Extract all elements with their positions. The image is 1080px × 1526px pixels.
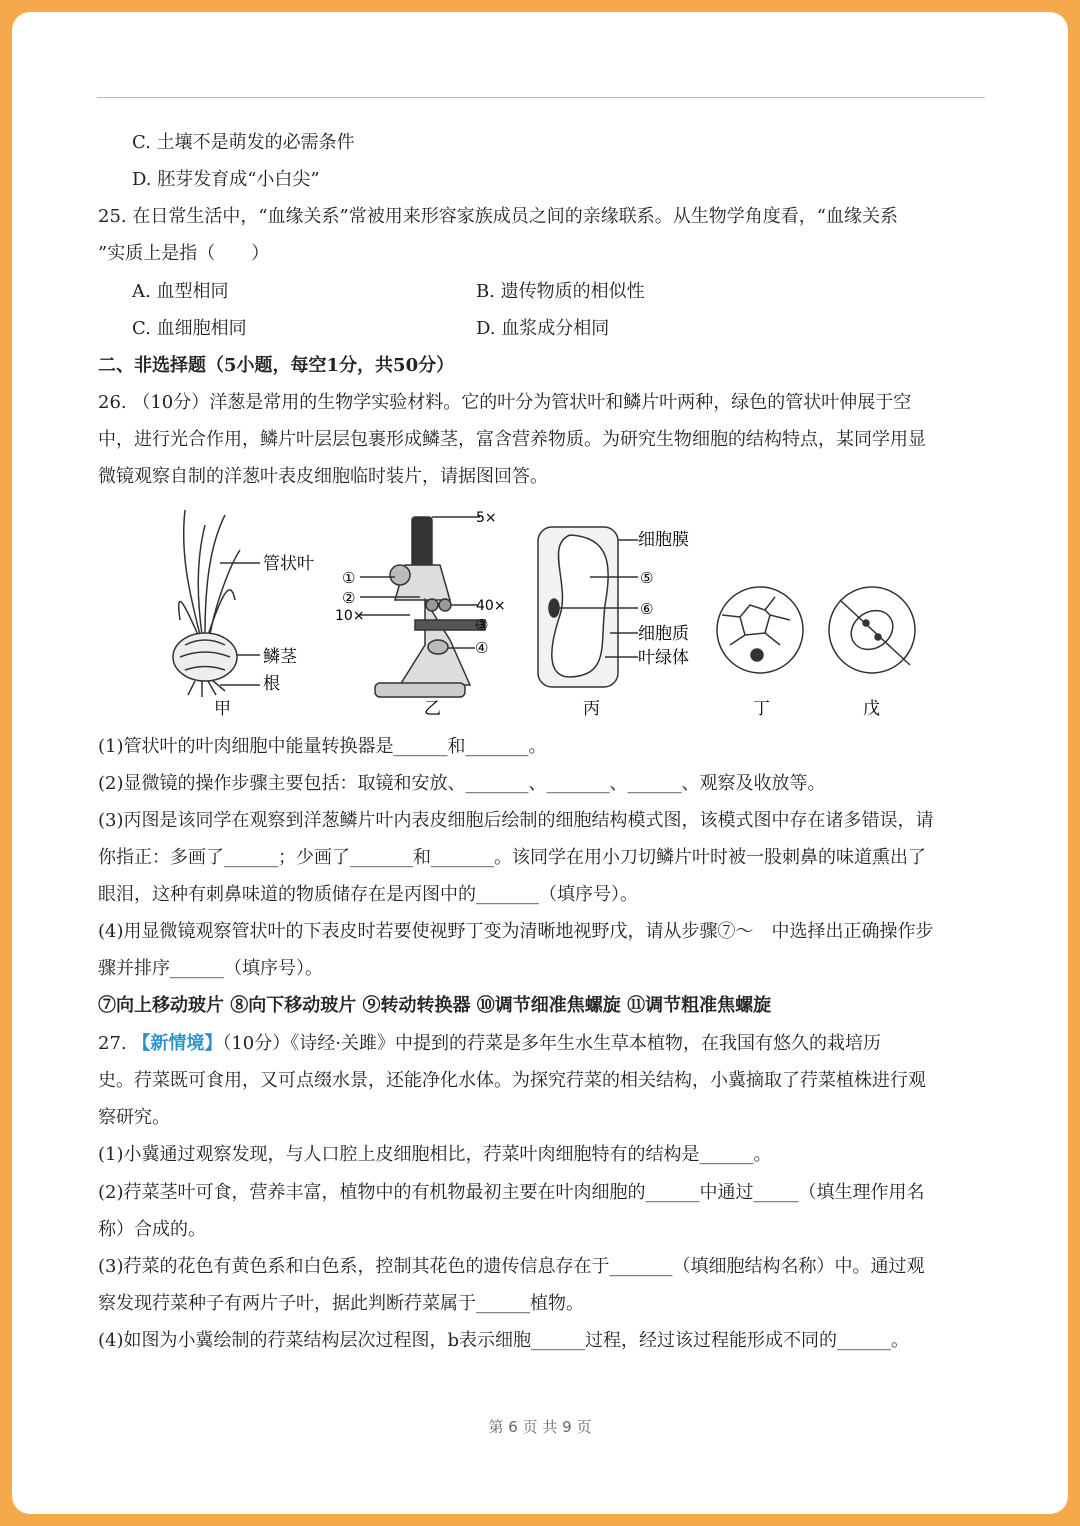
caption-ding: 丁 bbox=[753, 699, 770, 719]
caption-wu: 戊 bbox=[863, 699, 880, 719]
section-2-heading: 二、非选择题（5小题，每空1分，共50分） bbox=[98, 355, 455, 376]
q26-part3-line1: (3)丙图是该同学在观察到洋葱鳞片叶内表皮细胞后绘制的细胞结构模式图，该模式图中存在诸多错误，请 bbox=[98, 810, 934, 831]
q26-part4-line2: 骤并排序______（填序号）。 bbox=[98, 958, 323, 979]
label-1: ① bbox=[342, 569, 356, 587]
q26-part3-line3: 眼泪，这种有刺鼻味道的物质储存在是丙图中的_______（填序号）。 bbox=[98, 884, 638, 905]
page-footer: 第 6 页 共 9 页 bbox=[488, 1418, 592, 1436]
q25-option-d: D. 血浆成分相同 bbox=[476, 318, 610, 339]
q26-stem-line1: 26. （10分）洋葱是常用的生物学实验材料。它的叶分为管状叶和鳞片叶两种，绿色的管状叶伸展于空 bbox=[98, 392, 912, 413]
q24-option-d: D. 胚芽发育成“小白尖” bbox=[132, 169, 320, 190]
q27-stem-text: （10分）《诗经·关雎》中提到的荇菜是多年生水生草本植物，在我国有悠久的栽培历 bbox=[222, 1033, 881, 1054]
q27-part3-line2: 察发现荇菜种子有两片子叶，据此判断荇菜属于______植物。 bbox=[98, 1293, 584, 1314]
q27-part3-line1: (3)荇菜的花色有黄色系和白色系，控制其花色的遗传信息存在于_______（填细胞结构名称）中。通过观 bbox=[98, 1256, 925, 1277]
q26-part3-line2: 你指正：多画了______；少画了_______和_______。该同学在用小刀切鳞片叶时被一股刺鼻的味道熏出了 bbox=[98, 847, 926, 868]
label-linjing: 鳞茎 bbox=[263, 647, 297, 667]
label-6: ⑥ bbox=[640, 600, 654, 618]
q25-stem-line2: ”实质上是指（ ） bbox=[98, 243, 270, 264]
onion-plant-illustration bbox=[173, 510, 260, 697]
field-of-view-ding bbox=[717, 587, 803, 673]
q26-part2: (2)显微镜的操作步骤主要包括：取镜和安放、_______、_______、______、观察及收放等。 bbox=[98, 773, 826, 794]
header-rule bbox=[97, 97, 985, 98]
caption-bing: 丙 bbox=[583, 699, 600, 719]
label-guanzhuangye: 管状叶 bbox=[263, 554, 314, 574]
q27-part2-line1: (2)荇菜茎叶可食，营养丰富，植物中的有机物最初主要在叶肉细胞的______中通过_____（填生理作用名 bbox=[98, 1182, 925, 1203]
q26-part1: (1)管状叶的叶肉细胞中能量转换器是______和_______。 bbox=[98, 736, 547, 757]
q25-option-b: B. 遗传物质的相似性 bbox=[476, 281, 645, 302]
q26-stem-line3: 微镜观察自制的洋葱叶表皮细胞临时装片，请据图回答。 bbox=[98, 466, 548, 487]
q26-figure bbox=[150, 505, 930, 720]
q27-part2-line2: 称）合成的。 bbox=[98, 1219, 206, 1240]
exam-page bbox=[12, 12, 1068, 1514]
q27-part1: (1)小冀通过观察发现，与人口腔上皮细胞相比，荇菜叶肉细胞特有的结构是______。 bbox=[98, 1144, 772, 1165]
label-3: ③ bbox=[475, 616, 489, 634]
new-context-tag: 【新情境】 bbox=[132, 1033, 223, 1054]
cell-diagram bbox=[538, 527, 638, 687]
caption-jia: 甲 bbox=[214, 699, 231, 719]
q25-stem-line1: 25. 在日常生活中，“血缘关系”常被用来形容家族成员之间的亲缘联系。从生物学角度看，“血缘关系 bbox=[98, 206, 898, 227]
q25-option-a: A. 血型相同 bbox=[132, 281, 229, 302]
q26-step-options: ⑦向上移动玻片 ⑧向下移动玻片 ⑨转动转换器 ⑩调节细准焦螺旋 ⑪调节粗准焦螺旋 bbox=[98, 995, 772, 1016]
label-5: ⑤ bbox=[640, 569, 654, 587]
label-gen: 根 bbox=[263, 674, 280, 694]
label-yelvti: 叶绿体 bbox=[638, 648, 689, 668]
caption-yi: 乙 bbox=[424, 699, 441, 719]
q27-stem-line2: 史。荇菜既可食用，又可点缀水景，还能净化水体。为探究荇菜的相关结构，小冀摘取了荇菜植株进行观 bbox=[98, 1070, 926, 1091]
field-of-view-wu bbox=[829, 587, 915, 673]
label-objective-40x: 40× bbox=[476, 598, 506, 614]
label-4: ④ bbox=[475, 639, 489, 657]
label-xibaozhi: 细胞质 bbox=[638, 624, 689, 644]
q26-part4-line1: (4)用显微镜观察管状叶的下表皮时若要使视野丁变为清晰地视野戊，请从步骤⑦～ 中选择出正确操作步 bbox=[98, 921, 934, 942]
q27-stem-line3: 察研究。 bbox=[98, 1107, 170, 1128]
q26-stem-line2: 中，进行光合作用，鳞片叶层层包裹形成鳞茎，富含营养物质。为研究生物细胞的结构特点，某同学用显 bbox=[98, 429, 926, 450]
q27-stem-line1 bbox=[98, 1032, 881, 1056]
q27-number: 27. bbox=[98, 1033, 133, 1054]
q27-part4: (4)如图为小冀绘制的荇菜结构层次过程图，b表示细胞______过程，经过该过程能形成不同的______。 bbox=[98, 1330, 910, 1351]
label-objective-10x: 10× bbox=[335, 608, 365, 624]
q24-option-c: C. 土壤不是萌发的必需条件 bbox=[132, 132, 355, 153]
q25-option-c: C. 血细胞相同 bbox=[132, 318, 247, 339]
label-xibaomo: 细胞膜 bbox=[638, 530, 689, 550]
label-2: ② bbox=[342, 589, 356, 607]
microscope-illustration bbox=[360, 517, 485, 697]
label-eyepiece-5x: 5× bbox=[476, 510, 497, 526]
